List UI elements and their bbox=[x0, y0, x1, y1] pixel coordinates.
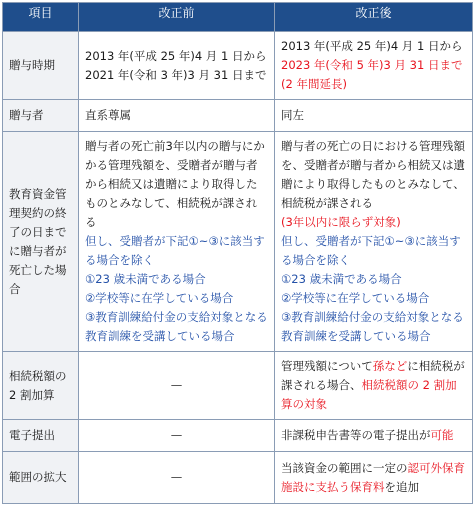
surcharge-before-dash: — bbox=[170, 378, 183, 392]
scope-before bbox=[79, 452, 275, 504]
row-death bbox=[3, 132, 473, 352]
efile-before bbox=[79, 420, 275, 452]
scope-after-p1: 当該資金の範囲に一定の bbox=[281, 460, 408, 475]
timing-after-line3: (2 年間延長) bbox=[281, 77, 347, 91]
efile-before-dash: — bbox=[170, 428, 183, 442]
label-efile: 電子提出 bbox=[3, 420, 79, 452]
header-item: 項目 bbox=[3, 3, 79, 32]
scope-before-dash: — bbox=[170, 470, 183, 484]
surcharge-after-p1: 管理残額について bbox=[281, 359, 373, 373]
timing-after-line1: 2013 年(平成 25 年)4 月 1 日から bbox=[281, 39, 463, 53]
surcharge-after-p4: 相続税額の 2 割加算の対象 bbox=[281, 378, 457, 411]
efile-after-p2: 可能 bbox=[430, 428, 454, 442]
death-after-item2: ②学校等に在学している場合 bbox=[281, 291, 430, 305]
comparison-table bbox=[2, 2, 473, 504]
death-before-main: 贈与者の死亡前3年以内の贈与にかかる管理残額を、受贈者が贈与者から相続又は遺贈により取得したものとみなして、相続税が課される bbox=[85, 139, 265, 229]
surcharge-before bbox=[79, 352, 275, 420]
death-after-cond: 但し、受贈者が下記①~③に該当する場合を除く bbox=[281, 234, 461, 267]
timing-after-line2: 2023 年(令和 5 年)3 月 31 日まで bbox=[281, 58, 463, 72]
row-scope bbox=[3, 452, 473, 504]
timing-before-line1: 2013 年(平成 25 年)4 月 1 日から bbox=[85, 48, 267, 63]
row-donor bbox=[3, 100, 473, 132]
death-after-item1: ①23 歳未満である場合 bbox=[281, 272, 402, 286]
timing-before-line2: 2021 年(令和 3 年)3 月 31 日まで bbox=[85, 67, 267, 82]
surcharge-after bbox=[275, 352, 473, 420]
death-before-item1: ①23 歳未満である場合 bbox=[85, 272, 206, 286]
surcharge-after-p3: に相続税が課される場合、 bbox=[281, 359, 465, 392]
death-after-item3: ③教育訓練給付金の支給対象となる教育訓練を受講している場合 bbox=[281, 310, 464, 343]
death-before-item2: ②学校等に在学している場合 bbox=[85, 291, 234, 305]
scope-after-p2: 認可外保育施設に支払う保育料 bbox=[281, 460, 465, 494]
death-after-note: (3年以内に限らず対象) bbox=[281, 215, 401, 229]
efile-after bbox=[275, 420, 473, 452]
row-efile bbox=[3, 420, 473, 452]
scope-after bbox=[275, 452, 473, 504]
label-scope: 範囲の拡大 bbox=[3, 452, 79, 504]
timing-before bbox=[79, 32, 275, 100]
header-before: 改正前 bbox=[79, 3, 275, 32]
donor-after: 同左 bbox=[275, 100, 473, 132]
donor-before: 直系尊属 bbox=[79, 100, 275, 132]
death-after-main: 贈与者の死亡の日における管理残額を、受贈者が贈与者から相続又は遺贈により取得したものとみなして、相続税が課される bbox=[281, 139, 465, 210]
header-after: 改正後 bbox=[275, 3, 473, 32]
death-before bbox=[79, 132, 275, 352]
surcharge-after-p2: 孫など bbox=[372, 359, 408, 373]
death-before-cond: 但し、受贈者が下記①~③に該当する場合を除く bbox=[85, 234, 265, 267]
row-surcharge bbox=[3, 352, 473, 420]
timing-after bbox=[275, 32, 473, 100]
header-row bbox=[3, 3, 473, 32]
efile-after-p1: 非課税申告書等の電子提出が bbox=[281, 428, 431, 442]
label-timing: 贈与時期 bbox=[3, 32, 79, 100]
death-before-item3: ③教育訓練給付金の支給対象となる教育訓練を受講している場合 bbox=[85, 310, 268, 343]
row-timing bbox=[3, 32, 473, 100]
label-donor: 贈与者 bbox=[3, 100, 79, 132]
label-surcharge: 相続税額の 2 割加算 bbox=[3, 352, 79, 420]
scope-after-p3: を追加 bbox=[384, 479, 419, 494]
death-after bbox=[275, 132, 473, 352]
label-death: 教育資金管理契約の終了の日までに贈与者が死亡した場合 bbox=[3, 132, 79, 352]
